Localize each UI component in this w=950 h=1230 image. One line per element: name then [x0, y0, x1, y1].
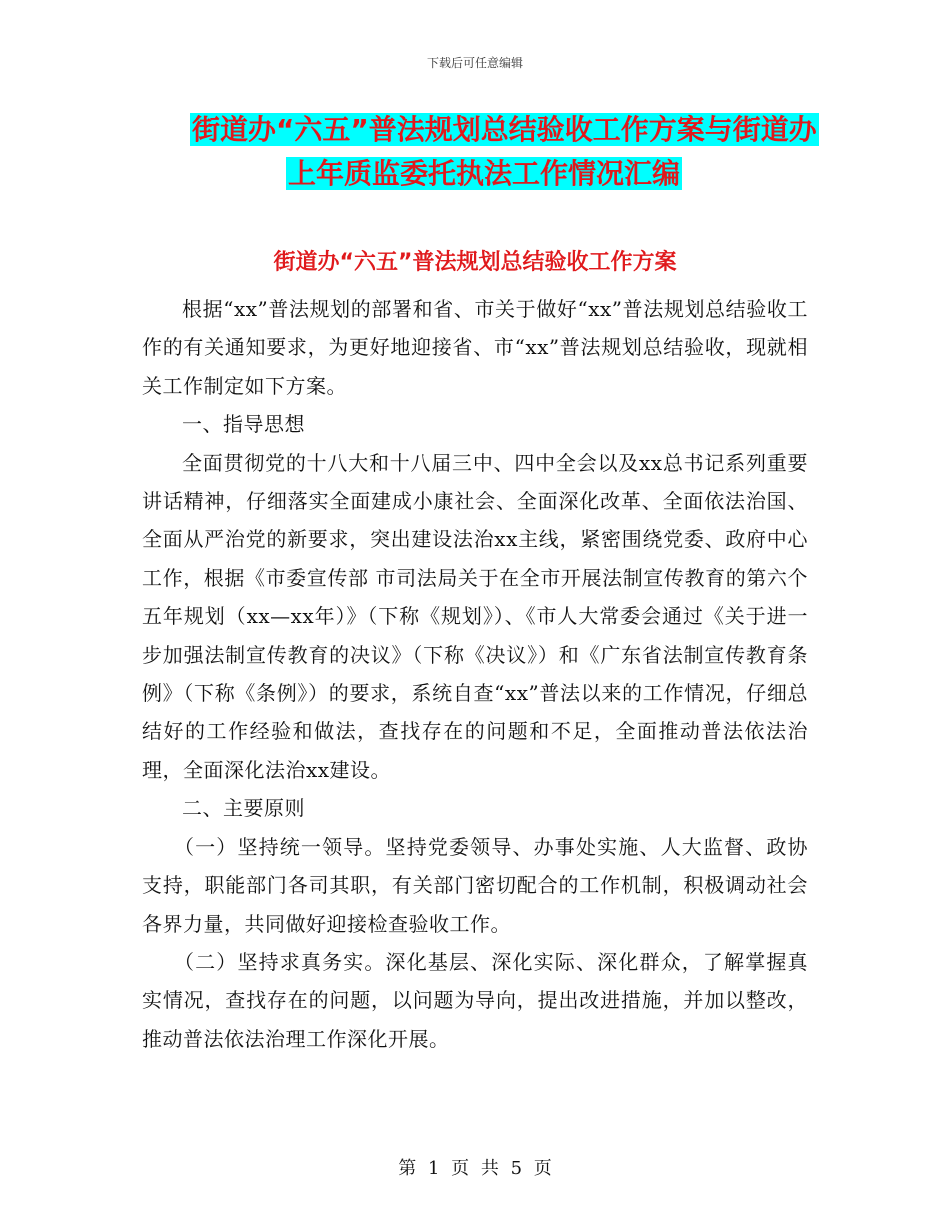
title-line-2-text: 上年质监委托执法工作情况汇编 — [288, 157, 681, 190]
paragraph-principle-1: （一）坚持统一领导。坚持党委领导、办事处实施、人大监督、政协支持，职能部门各司其职，有关部门密切配合的工作机制，积极调动社会各界力量，共同做好迎接检查验收工作。 — [142, 834, 808, 936]
heading-main-principles: 二、主要原则 — [182, 796, 305, 821]
title-line-1 — [190, 108, 817, 152]
header-note: 下载后可任意编辑 — [426, 56, 523, 70]
paragraph-intro: 根据“xx”普法规划的部署和省、市关于做好“xx”普法规划总结验收工作的有关通知要求，为更好地迎接省、市“xx”普法规划总结验收，现就相关工作制定如下方案。 — [142, 297, 808, 398]
heading-guiding-ideology: 一、指导思想 — [182, 412, 305, 437]
section-title: 街道办“六五”普法规划总结验收工作方案 — [273, 250, 677, 275]
document-title — [190, 108, 817, 196]
title-line-2 — [190, 152, 810, 196]
paragraph-guiding-ideology: 全面贯彻党的十八大和十八届三中、四中全会以及xx总书记系列重要讲话精神，仔细落实全面建成小康社会、全面深化改革、全面依法治国、全面从严治党的新要求，突出建设法治xx主线，紧密围绕党委、政府中心工作，根据《市委宣传部 市司法局关于在全市开展法制宣传教育的第六个五年规划（xx—xx年）》（下称《规划》）、《市人大常委会通过《关于进一步加强法制宣传教育的决议》（下称《决议》）和《广东省法制宣传教育条例》（下称《条例》）的要求，系统自查“xx”普法以来的工作情况，仔细总结好的工作经验和做法，查找存在的问题和不足，全面推动普法依法治理，全面深化法治xx建设。 — [142, 450, 808, 782]
page-footer: 第 1 页 共 5 页 — [398, 1158, 552, 1179]
document-body — [142, 290, 808, 1058]
paragraph-principle-2: （二）坚持求真务实。深化基层、深化实际、深化群众，了解掌握真实情况，查找存在的问题，以问题为导向，提出改进措施，并加以整改，推动普法依法治理工作深化开展。 — [142, 949, 808, 1051]
title-line-1-text: 街道办“六五”普法规划总结验收工作方案与街道办 — [192, 113, 817, 146]
